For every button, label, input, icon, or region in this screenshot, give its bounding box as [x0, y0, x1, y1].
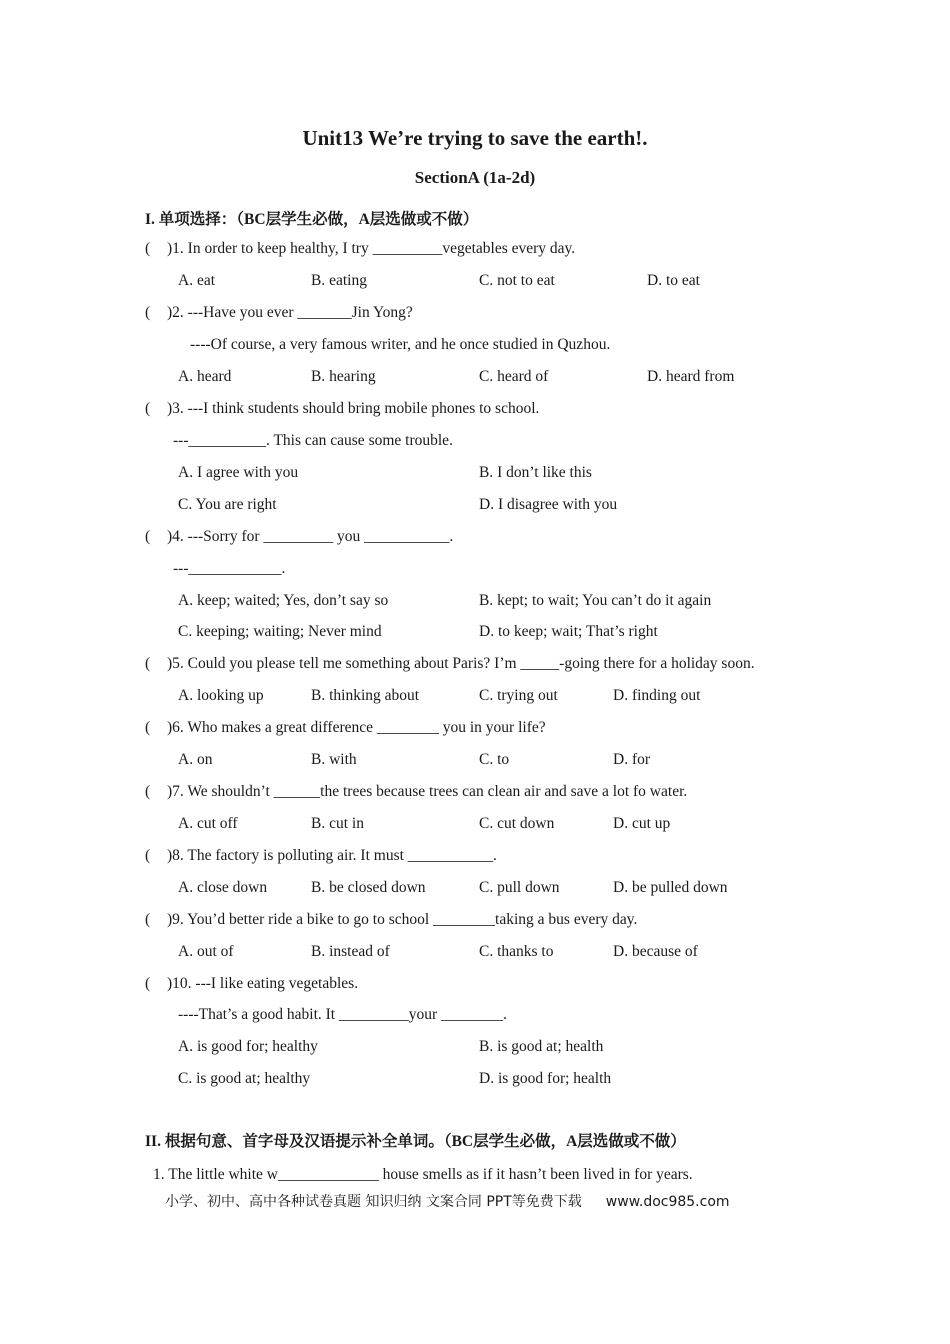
option-d: D. heard from	[647, 368, 735, 385]
option-c: C. not to eat	[479, 272, 555, 289]
option-c: C. keeping; waiting; Never mind	[178, 623, 382, 640]
option-b: B. kept; to wait; You can’t do it again	[479, 592, 712, 609]
option-c: C. heard of	[479, 368, 549, 385]
answer-bracket: (	[145, 240, 151, 257]
option-d: D. finding out	[613, 687, 701, 704]
option-c: C. trying out	[479, 687, 558, 704]
question-2-response: ----Of course, a very famous writer, and he once studied in Quzhou.	[190, 336, 611, 353]
option-c: C. cut down	[479, 815, 555, 832]
option-d: D. is good for; health	[479, 1070, 612, 1087]
question-4: )4. ---Sorry for _________ you ___________.	[167, 528, 454, 545]
option-c: C. You are right	[178, 496, 277, 513]
question-3: )3. ---I think students should bring mobile phones to school.	[167, 400, 540, 417]
answer-bracket: (	[145, 400, 151, 417]
page-title: Unit13 We’re trying to save the earth!.	[302, 126, 648, 150]
answer-bracket: (	[145, 847, 151, 864]
option-d: D. cut up	[613, 815, 671, 832]
option-c: C. is good at; healthy	[178, 1070, 311, 1087]
section-2-heading: II. 根据句意、首字母及汉语提示补全单词。（BC层学生必做，A层选做或不做）	[145, 1133, 686, 1150]
option-a: A. I agree with you	[178, 464, 299, 481]
option-d: D. be pulled down	[613, 879, 728, 896]
option-b: B. be closed down	[311, 879, 426, 896]
footer-url[interactable]: www.doc985.com	[605, 1194, 730, 1210]
option-d: D. for	[613, 751, 651, 768]
question-10: )10. ---I like eating vegetables.	[167, 975, 359, 992]
option-a: A. on	[178, 751, 213, 768]
option-a: A. heard	[178, 368, 232, 385]
option-b: B. with	[311, 751, 357, 768]
option-a: A. out of	[178, 943, 234, 960]
answer-bracket: (	[145, 719, 151, 736]
option-d: D. because of	[613, 943, 698, 960]
option-d: D. I disagree with you	[479, 496, 618, 513]
question-6: )6. Who makes a great difference ________ you in your life?	[167, 719, 546, 736]
answer-bracket: (	[145, 304, 151, 321]
question-8: )8. The factory is polluting air. It must ___________.	[167, 847, 497, 864]
option-c: C. thanks to	[479, 943, 554, 960]
option-b: B. I don’t like this	[479, 464, 592, 481]
option-d: D. to keep; wait; That’s right	[479, 623, 658, 640]
answer-bracket: (	[145, 528, 151, 545]
question-2: )2. ---Have you ever _______Jin Yong?	[167, 304, 413, 321]
option-a: A. is good for; healthy	[178, 1038, 318, 1055]
question-1: )1. In order to keep healthy, I try _________vegetables every day.	[167, 240, 576, 257]
question-4-response: ---____________.	[173, 560, 286, 577]
question-3-response: ---__________. This can cause some trouble.	[173, 432, 453, 449]
question-10-response: ----That’s a good habit. It _________your ________.	[178, 1006, 507, 1023]
question-5: )5. Could you please tell me something about Paris? I’m _____-going there for a holiday soon.	[167, 655, 755, 672]
answer-bracket: (	[145, 975, 151, 992]
option-c: C. pull down	[479, 879, 560, 896]
answer-bracket: (	[145, 655, 151, 672]
footer-banner	[165, 1191, 730, 1211]
option-a: A. looking up	[178, 687, 264, 704]
page-subtitle: SectionA (1a-2d)	[414, 168, 536, 187]
option-d: D. to eat	[647, 272, 700, 289]
option-a: A. keep; waited; Yes, don’t say so	[178, 592, 389, 609]
option-c: C. to	[479, 751, 510, 768]
answer-bracket: (	[145, 783, 151, 800]
option-a: A. cut off	[178, 815, 238, 832]
footer-text: 小学、初中、高中各种试卷真题 知识归纳 文案合同 PPT等免费下载	[165, 1194, 582, 1210]
option-b: B. cut in	[311, 815, 364, 832]
option-a: A. close down	[178, 879, 268, 896]
option-b: B. instead of	[311, 943, 390, 960]
option-b: B. is good at; health	[479, 1038, 604, 1055]
fill-in-item-1: 1. The little white w_____________ house smells as if it hasn’t been lived in for years.	[153, 1166, 693, 1183]
option-b: B. hearing	[311, 368, 376, 385]
option-b: B. eating	[311, 272, 367, 289]
question-9: )9. You’d better ride a bike to go to school ________taking a bus every day.	[167, 911, 638, 928]
question-7: )7. We shouldn’t ______the trees because trees can clean air and save a lot fo water.	[167, 783, 688, 800]
option-b: B. thinking about	[311, 687, 420, 704]
answer-bracket: (	[145, 911, 151, 928]
section-1-heading: I. 单项选择：（BC层学生必做，A层选做或不做）	[145, 211, 479, 228]
option-a: A. eat	[178, 272, 216, 289]
